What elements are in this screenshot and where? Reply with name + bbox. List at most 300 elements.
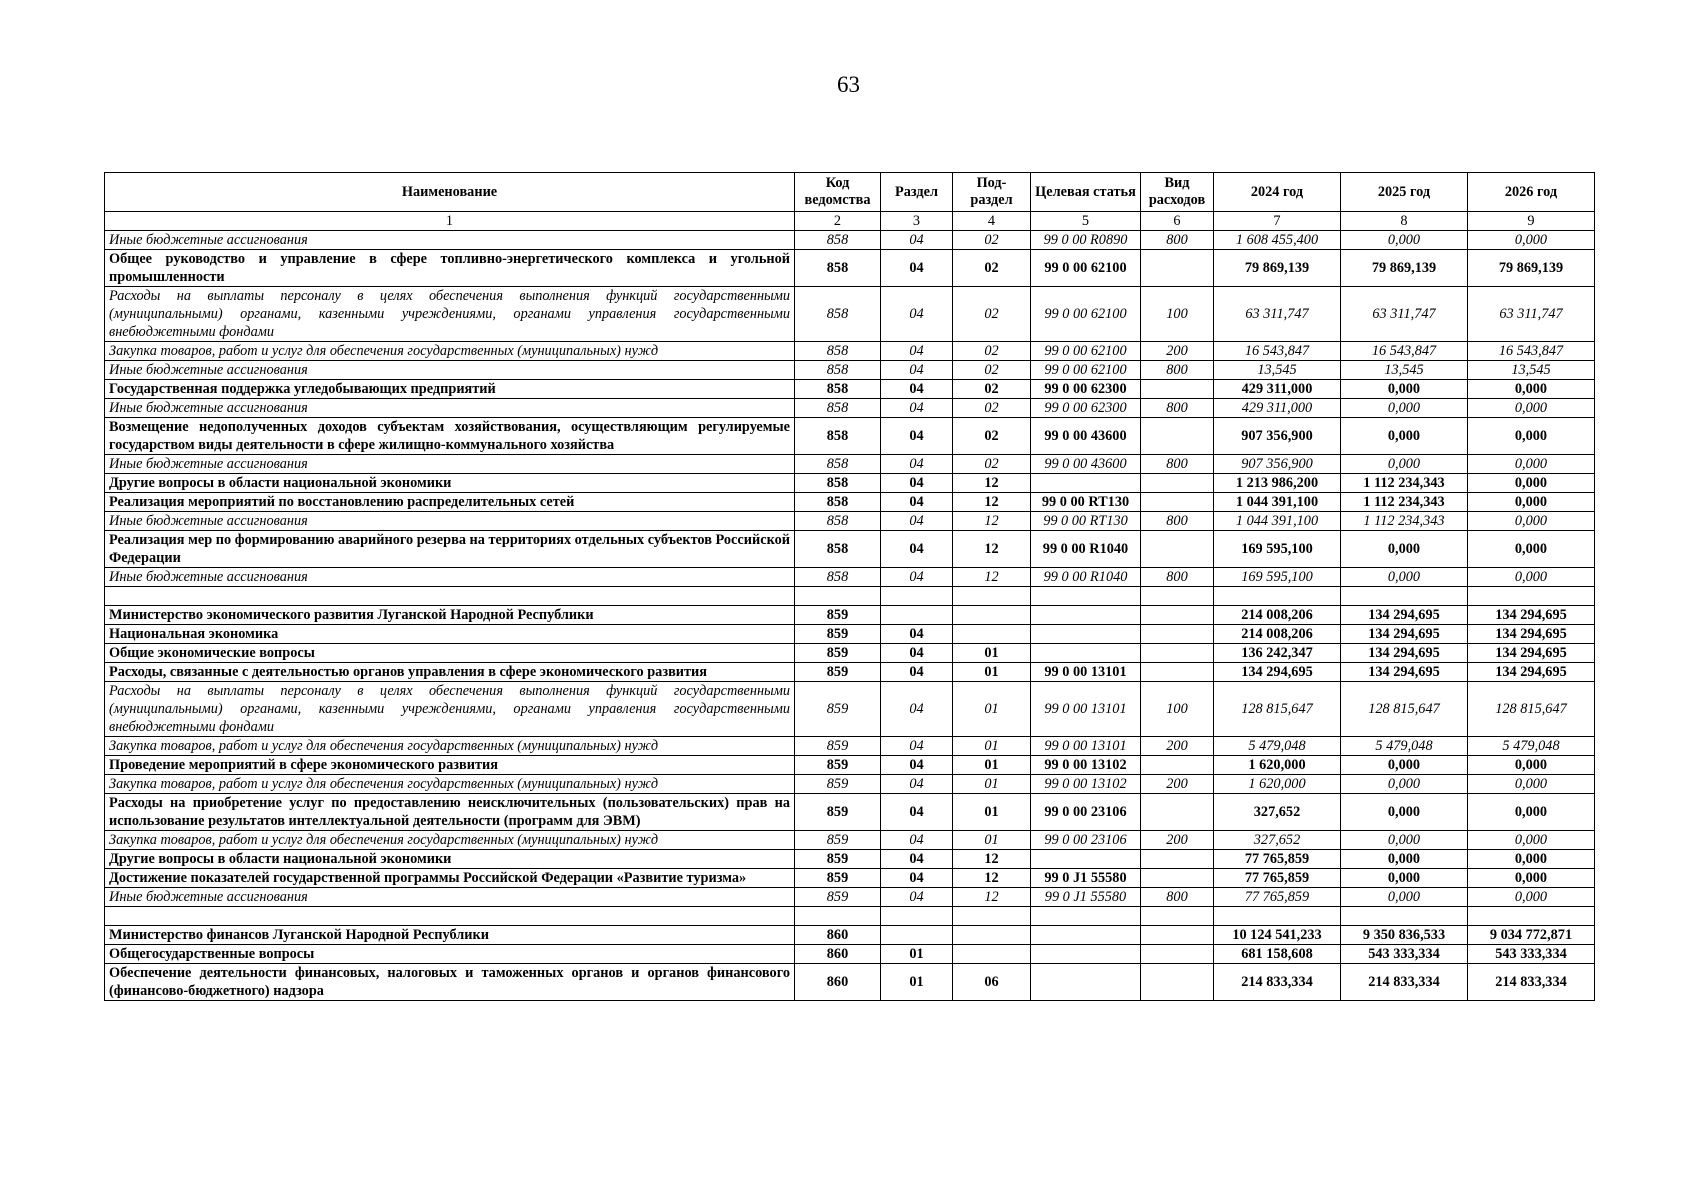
department-code: 859 [795,682,881,737]
expense-type: 100 [1141,682,1214,737]
row-name: Закупка товаров, работ и услуг для обеспечения государственных (муниципальных) нужд [105,831,795,850]
table-row [105,474,1595,493]
subsection-code: 02 [953,399,1031,418]
row-name: Общие экономические вопросы [105,644,795,663]
row-name: Закупка товаров, работ и услуг для обеспечения государственных (муниципальных) нужд [105,737,795,756]
target-article: 99 0 00 62100 [1031,287,1141,342]
subsection-code: 06 [953,964,1031,1001]
amount-2026: 0,000 [1468,794,1595,831]
amount-2024: 169 595,100 [1214,568,1341,587]
department-code: 858 [795,231,881,250]
amount-2024: 128 815,647 [1214,682,1341,737]
amount-2024: 214 008,206 [1214,606,1341,625]
expense-type [1141,907,1214,926]
amount-2024: 79 869,139 [1214,250,1341,287]
subsection-code: 02 [953,342,1031,361]
department-code: 858 [795,474,881,493]
table-row [105,361,1595,380]
section-code: 04 [881,399,953,418]
subsection-code [953,945,1031,964]
column-number: 1 [105,212,795,231]
amount-2026: 0,000 [1468,380,1595,399]
header-year-2024: 2024 год [1214,173,1341,212]
expense-type: 200 [1141,342,1214,361]
spacer-row [105,587,1595,606]
amount-2026: 134 294,695 [1468,663,1595,682]
expense-type [1141,945,1214,964]
subsection-code [953,907,1031,926]
amount-2025: 0,000 [1341,531,1468,568]
department-code: 859 [795,606,881,625]
department-code: 859 [795,850,881,869]
amount-2024: 10 124 541,233 [1214,926,1341,945]
row-name: Расходы на выплаты персоналу в целях обеспечения выполнения функций государственными (муниципальными) органами, казенными учреждениями, органами управления государственными внебюджетными фондами [105,287,795,342]
department-code: 859 [795,737,881,756]
budget-table [104,172,1595,1001]
subsection-code: 12 [953,493,1031,512]
amount-2026: 134 294,695 [1468,644,1595,663]
expense-type: 800 [1141,399,1214,418]
spacer-row [105,907,1595,926]
amount-2025: 0,000 [1341,850,1468,869]
amount-2024: 1 044 391,100 [1214,493,1341,512]
column-number: 3 [881,212,953,231]
subsection-code: 02 [953,287,1031,342]
expense-type: 800 [1141,512,1214,531]
department-code: 860 [795,926,881,945]
row-name: Обеспечение деятельности финансовых, налоговых и таможенных органов и органов финансового (финансово-бюджетного) надзора [105,964,795,1001]
amount-2026 [1468,587,1595,606]
section-code: 04 [881,756,953,775]
expense-type [1141,606,1214,625]
amount-2025: 79 869,139 [1341,250,1468,287]
target-article: 99 0 00 43600 [1031,418,1141,455]
table-row [105,831,1595,850]
amount-2025: 63 311,747 [1341,287,1468,342]
amount-2024: 681 158,608 [1214,945,1341,964]
row-name: Иные бюджетные ассигнования [105,361,795,380]
table-row [105,606,1595,625]
section-code: 04 [881,663,953,682]
amount-2026: 79 869,139 [1468,250,1595,287]
section-code: 04 [881,361,953,380]
section-code [881,587,953,606]
header-target-article: Целевая статья [1031,173,1141,212]
expense-type [1141,531,1214,568]
section-code: 04 [881,775,953,794]
table-row [105,250,1595,287]
amount-2024: 63 311,747 [1214,287,1341,342]
amount-2025: 0,000 [1341,231,1468,250]
amount-2024: 5 479,048 [1214,737,1341,756]
department-code: 859 [795,888,881,907]
amount-2025: 1 112 234,343 [1341,493,1468,512]
amount-2025: 5 479,048 [1341,737,1468,756]
section-code: 04 [881,493,953,512]
amount-2025: 128 815,647 [1341,682,1468,737]
subsection-code [953,587,1031,606]
table-row [105,625,1595,644]
target-article: 99 0 00 13101 [1031,663,1141,682]
amount-2026: 13,545 [1468,361,1595,380]
amount-2025: 0,000 [1341,455,1468,474]
subsection-code: 12 [953,888,1031,907]
table-row [105,926,1595,945]
department-code: 858 [795,361,881,380]
expense-type: 800 [1141,361,1214,380]
amount-2026: 0,000 [1468,493,1595,512]
section-code: 04 [881,231,953,250]
row-name: Национальная экономика [105,625,795,644]
column-number: 5 [1031,212,1141,231]
target-article [1031,964,1141,1001]
header-year-2025: 2025 год [1341,173,1468,212]
expense-type [1141,794,1214,831]
row-name: Другие вопросы в области национальной экономики [105,474,795,493]
row-name: Общее руководство и управление в сфере топливно-энергетического комплекса и угольной промышленности [105,250,795,287]
department-code [795,587,881,606]
amount-2026: 9 034 772,871 [1468,926,1595,945]
subsection-code: 12 [953,869,1031,888]
target-article: 99 0 00 RT130 [1031,493,1141,512]
amount-2024: 214 008,206 [1214,625,1341,644]
amount-2024 [1214,587,1341,606]
amount-2025: 543 333,334 [1341,945,1468,964]
amount-2025: 1 112 234,343 [1341,474,1468,493]
table-row [105,945,1595,964]
expense-type [1141,625,1214,644]
amount-2025: 214 833,334 [1341,964,1468,1001]
row-name: Реализация мер по формированию аварийного резерва на территориях отдельных субъектов Российской Федерации [105,531,795,568]
section-code [881,926,953,945]
target-article [1031,625,1141,644]
amount-2024: 327,652 [1214,831,1341,850]
amount-2024: 429 311,000 [1214,380,1341,399]
table-row [105,399,1595,418]
row-name: Другие вопросы в области национальной экономики [105,850,795,869]
header-subsection: Под-раздел [953,173,1031,212]
target-article [1031,907,1141,926]
table-row [105,663,1595,682]
header-year-2026: 2026 год [1468,173,1595,212]
amount-2024: 907 356,900 [1214,418,1341,455]
amount-2025: 16 543,847 [1341,342,1468,361]
subsection-code: 01 [953,831,1031,850]
amount-2026: 134 294,695 [1468,606,1595,625]
table-row [105,775,1595,794]
amount-2024: 214 833,334 [1214,964,1341,1001]
row-name: Достижение показателей государственной программы Российской Федерации «Развитие туризма» [105,869,795,888]
amount-2026: 0,000 [1468,831,1595,850]
department-code [795,907,881,926]
section-code: 04 [881,888,953,907]
amount-2026: 0,000 [1468,474,1595,493]
subsection-code [953,625,1031,644]
target-article: 99 0 00 62100 [1031,250,1141,287]
column-number: 6 [1141,212,1214,231]
amount-2024: 77 765,859 [1214,850,1341,869]
amount-2025: 134 294,695 [1341,663,1468,682]
table-row [105,756,1595,775]
section-code: 01 [881,964,953,1001]
expense-type: 200 [1141,737,1214,756]
target-article: 99 0 00 RT130 [1031,512,1141,531]
amount-2025: 0,000 [1341,756,1468,775]
expense-type [1141,964,1214,1001]
row-name: Расходы на приобретение услуг по предоставлению неисключительных (пользовательских) прав на использование результатов интеллектуальной деятельности (программ для ЭВМ) [105,794,795,831]
expense-type [1141,418,1214,455]
amount-2026: 16 543,847 [1468,342,1595,361]
amount-2025 [1341,587,1468,606]
subsection-code: 02 [953,455,1031,474]
expense-type: 800 [1141,568,1214,587]
row-name: Возмещение недополученных доходов субъектам хозяйствования, осуществляющим регулируемые государством виды деятельности в сфере жилищно-коммунального хозяйства [105,418,795,455]
subsection-code: 02 [953,250,1031,287]
amount-2025: 0,000 [1341,380,1468,399]
amount-2026: 0,000 [1468,756,1595,775]
expense-type: 800 [1141,455,1214,474]
table-row [105,231,1595,250]
amount-2026: 0,000 [1468,418,1595,455]
row-name: Иные бюджетные ассигнования [105,888,795,907]
department-code: 858 [795,512,881,531]
section-code: 04 [881,380,953,399]
amount-2025: 0,000 [1341,568,1468,587]
amount-2025: 134 294,695 [1341,625,1468,644]
expense-type [1141,380,1214,399]
subsection-code: 12 [953,568,1031,587]
department-code: 858 [795,455,881,474]
subsection-code: 12 [953,531,1031,568]
target-article: 99 0 00 R0890 [1031,231,1141,250]
amount-2024: 16 543,847 [1214,342,1341,361]
amount-2026: 0,000 [1468,399,1595,418]
target-article [1031,850,1141,869]
header-department-code: Код ведомства [795,173,881,212]
department-code: 858 [795,399,881,418]
subsection-code: 01 [953,737,1031,756]
amount-2025: 9 350 836,533 [1341,926,1468,945]
amount-2026: 543 333,334 [1468,945,1595,964]
row-name: Расходы, связанные с деятельностью органов управления в сфере экономического развития [105,663,795,682]
table-row [105,568,1595,587]
department-code: 859 [795,756,881,775]
amount-2025: 0,000 [1341,888,1468,907]
row-name: Министерство экономического развития Луганской Народной Республики [105,606,795,625]
subsection-code: 02 [953,418,1031,455]
expense-type [1141,869,1214,888]
amount-2026: 0,000 [1468,775,1595,794]
table-row [105,418,1595,455]
expense-type [1141,493,1214,512]
target-article [1031,587,1141,606]
amount-2026: 0,000 [1468,568,1595,587]
amount-2024: 429 311,000 [1214,399,1341,418]
amount-2026 [1468,907,1595,926]
target-article: 99 0 00 62300 [1031,399,1141,418]
amount-2026: 214 833,334 [1468,964,1595,1001]
table-row [105,531,1595,568]
department-code: 859 [795,663,881,682]
amount-2024: 327,652 [1214,794,1341,831]
amount-2025: 13,545 [1341,361,1468,380]
section-code: 04 [881,682,953,737]
target-article [1031,606,1141,625]
target-article [1031,926,1141,945]
column-number-row [105,212,1595,231]
amount-2024: 136 242,347 [1214,644,1341,663]
amount-2024: 169 595,100 [1214,531,1341,568]
subsection-code: 01 [953,682,1031,737]
target-article: 99 0 00 23106 [1031,831,1141,850]
section-code: 01 [881,945,953,964]
amount-2024: 77 765,859 [1214,869,1341,888]
target-article [1031,644,1141,663]
amount-2024: 77 765,859 [1214,888,1341,907]
section-code: 04 [881,737,953,756]
subsection-code: 01 [953,663,1031,682]
table-row [105,794,1595,831]
expense-type [1141,663,1214,682]
column-number: 9 [1468,212,1595,231]
target-article: 99 0 00 R1040 [1031,531,1141,568]
section-code: 04 [881,531,953,568]
department-code: 858 [795,418,881,455]
subsection-code: 02 [953,380,1031,399]
target-article: 99 0 00 13102 [1031,756,1141,775]
subsection-code: 12 [953,850,1031,869]
column-number: 8 [1341,212,1468,231]
column-number: 7 [1214,212,1341,231]
subsection-code: 12 [953,512,1031,531]
expense-type [1141,926,1214,945]
amount-2024: 1 620,000 [1214,775,1341,794]
column-number: 4 [953,212,1031,231]
header-section: Раздел [881,173,953,212]
page-number: 63 [837,72,860,97]
expense-type: 800 [1141,231,1214,250]
subsection-code: 01 [953,794,1031,831]
section-code: 04 [881,568,953,587]
table-row [105,888,1595,907]
header-name: Наименование [105,173,795,212]
expense-type [1141,850,1214,869]
expense-type [1141,474,1214,493]
row-name: Иные бюджетные ассигнования [105,231,795,250]
table-row [105,512,1595,531]
amount-2024: 907 356,900 [1214,455,1341,474]
amount-2026: 0,000 [1468,888,1595,907]
target-article: 99 0 00 R1040 [1031,568,1141,587]
expense-type [1141,587,1214,606]
row-name [105,587,795,606]
table-row [105,380,1595,399]
row-name: Закупка товаров, работ и услуг для обеспечения государственных (муниципальных) нужд [105,342,795,361]
column-number: 2 [795,212,881,231]
department-code: 858 [795,287,881,342]
target-article: 99 0 00 13102 [1031,775,1141,794]
amount-2026: 0,000 [1468,850,1595,869]
department-code: 859 [795,775,881,794]
section-code [881,907,953,926]
target-article: 99 0 00 43600 [1031,455,1141,474]
amount-2025 [1341,907,1468,926]
table-row [105,493,1595,512]
amount-2025: 0,000 [1341,794,1468,831]
amount-2026: 5 479,048 [1468,737,1595,756]
target-article [1031,474,1141,493]
subsection-code: 01 [953,775,1031,794]
section-code: 04 [881,831,953,850]
subsection-code: 12 [953,474,1031,493]
table-row [105,644,1595,663]
subsection-code: 02 [953,231,1031,250]
row-name: Иные бюджетные ассигнования [105,455,795,474]
section-code: 04 [881,850,953,869]
table-row [105,850,1595,869]
amount-2026: 0,000 [1468,512,1595,531]
department-code: 858 [795,342,881,361]
amount-2025: 0,000 [1341,418,1468,455]
amount-2026: 0,000 [1468,231,1595,250]
target-article: 99 0 00 23106 [1031,794,1141,831]
table-body [105,231,1595,1001]
table-row [105,737,1595,756]
row-name: Иные бюджетные ассигнования [105,399,795,418]
subsection-code [953,606,1031,625]
department-code: 859 [795,831,881,850]
department-code: 860 [795,945,881,964]
target-article: 99 0 00 62100 [1031,361,1141,380]
table-row [105,964,1595,1001]
target-article: 99 0 00 13101 [1031,682,1141,737]
expense-type [1141,644,1214,663]
table-row [105,455,1595,474]
table-row [105,342,1595,361]
amount-2024: 13,545 [1214,361,1341,380]
department-code: 858 [795,531,881,568]
expense-type: 800 [1141,888,1214,907]
department-code: 859 [795,869,881,888]
expense-type: 200 [1141,831,1214,850]
expense-type [1141,756,1214,775]
amount-2024 [1214,907,1341,926]
amount-2024: 1 044 391,100 [1214,512,1341,531]
section-code: 04 [881,418,953,455]
department-code: 858 [795,493,881,512]
target-article: 99 0 00 62300 [1031,380,1141,399]
amount-2026: 128 815,647 [1468,682,1595,737]
section-code: 04 [881,644,953,663]
section-code: 04 [881,625,953,644]
target-article: 99 0 J1 55580 [1031,869,1141,888]
section-code: 04 [881,869,953,888]
amount-2025: 134 294,695 [1341,606,1468,625]
department-code: 860 [795,964,881,1001]
header-row [105,173,1595,212]
table-row [105,682,1595,737]
amount-2026: 0,000 [1468,869,1595,888]
subsection-code: 01 [953,644,1031,663]
amount-2025: 0,000 [1341,831,1468,850]
amount-2026: 0,000 [1468,455,1595,474]
expense-type: 200 [1141,775,1214,794]
amount-2026: 63 311,747 [1468,287,1595,342]
target-article [1031,945,1141,964]
subsection-code: 02 [953,361,1031,380]
amount-2025: 1 112 234,343 [1341,512,1468,531]
subsection-code: 01 [953,756,1031,775]
